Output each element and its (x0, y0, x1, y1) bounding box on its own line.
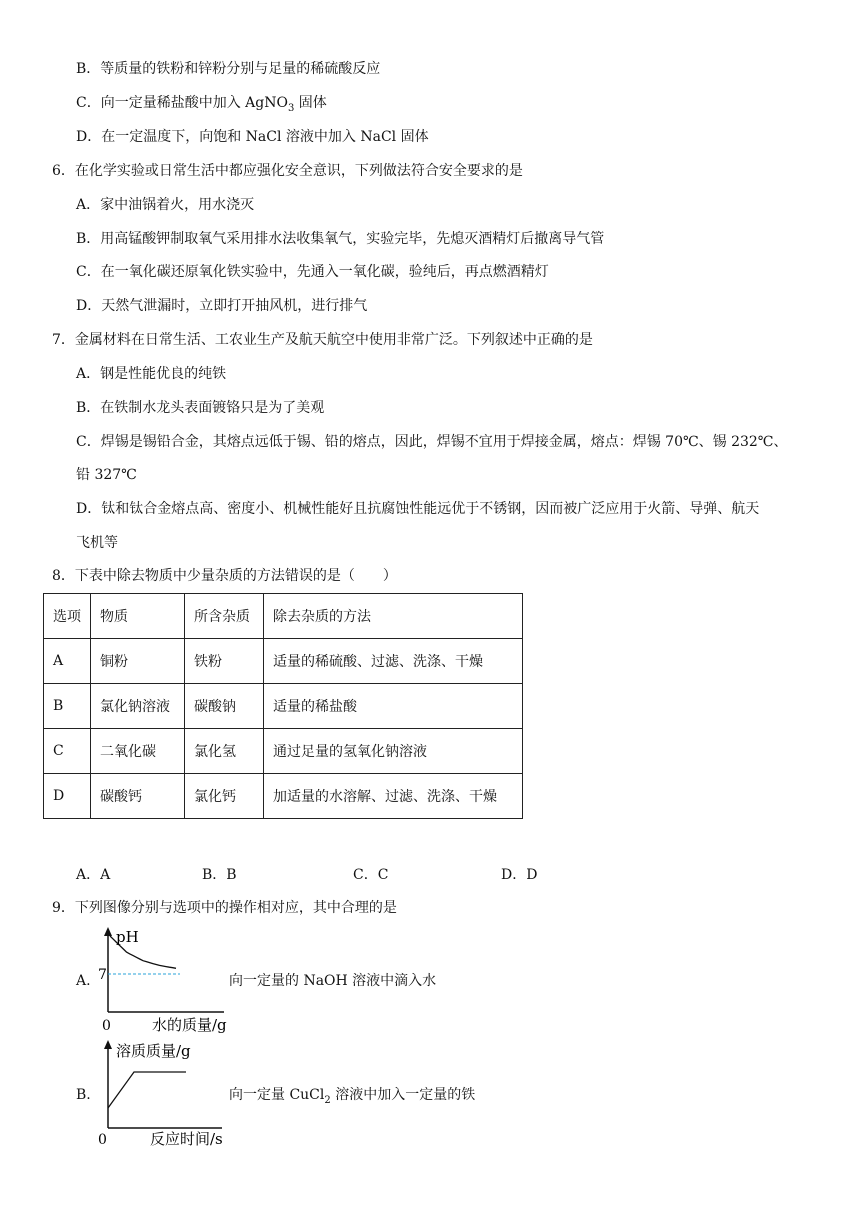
table-cell: 碳酸钙 (91, 774, 185, 819)
q7-stem: 7．金属材料在日常生活、工农业生产及航天航空中使用非常广泛。下列叙述中正确的是 (52, 332, 593, 348)
table-header-row (44, 594, 523, 639)
q8-choice-d: D．D (501, 867, 538, 883)
y-axis-arrow (104, 1040, 112, 1049)
table-cell: 通过足量的氢氧化钠溶液 (264, 729, 523, 774)
origin-label: 0 (98, 1132, 107, 1148)
table-row (44, 774, 523, 819)
q9-option-a-label: A. (76, 973, 91, 989)
table-cell: 二氧化碳 (91, 729, 185, 774)
table-header-cell: 所含杂质 (185, 594, 264, 639)
q9-option-b-text: 向一定量 CuCl$_2$ 溶液中加入一定量的铁 (229, 1087, 476, 1106)
q8-choices (76, 864, 676, 884)
table-row (44, 639, 523, 684)
table-cell: 适量的稀硫酸、过滤、洗涤、干燥 (264, 639, 523, 684)
table-cell: A (44, 639, 91, 684)
x-axis-label: 反应时间/s (150, 1130, 223, 1148)
q9-stem: 9．下列图像分别与选项中的操作相对应，其中合理的是 (52, 900, 397, 916)
q5-option-b: B．等质量的铁粉和锌粉分别与足量的稀硫酸反应 (76, 61, 381, 77)
q7-option-a: A．钢是性能优良的纯铁 (76, 366, 227, 382)
table-cell: 氯化钙 (185, 774, 264, 819)
table-cell: 铜粉 (91, 639, 185, 684)
table-cell: 氯化钠溶液 (91, 684, 185, 729)
y-axis-label: pH (116, 928, 139, 946)
q8-table (43, 593, 523, 819)
q9-option-b-label: B. (76, 1087, 91, 1103)
y-tick-label-7: 7 (98, 967, 107, 983)
q6-option-b: B．用高锰酸钾制取氧气采用排水法收集氧气，实验完毕，先熄灭酒精灯后撤离导气管 (76, 231, 605, 247)
q6-option-d: D．天然气泄漏时，立即打开抽风机，进行排气 (76, 298, 368, 314)
q5-option-d: D．在一定温度下，向饱和 NaCl 溶液中加入 NaCl 固体 (76, 129, 429, 145)
table-cell: C (44, 729, 91, 774)
q6-option-a: A．家中油锅着火，用水浇灭 (76, 197, 255, 213)
table-header-cell: 物质 (91, 594, 185, 639)
table-cell: 铁粉 (185, 639, 264, 684)
q6-stem: 6．在化学实验或日常生活中都应强化安全意识，下列做法符合安全要求的是 (52, 163, 523, 179)
table-cell: D (44, 774, 91, 819)
x-axis-label: 水的质量/g (152, 1016, 227, 1034)
table-row (44, 684, 523, 729)
y-axis-arrow (104, 927, 112, 936)
y-axis-label: 溶质质量/g (116, 1042, 191, 1060)
q8-choice-a: A．A (76, 867, 111, 883)
series-line (108, 1072, 186, 1108)
q7-option-c-line1: C．焊锡是锡铅合金，其熔点远低于锡、铅的熔点，因此，焊锡不宜用于焊接金属，熔点：焊锡 70℃、锡 232℃、 (76, 434, 788, 450)
q7-option-b: B．在铁制水龙头表面镀铬只是为了美观 (76, 400, 325, 416)
q6-option-c: C．在一氧化碳还原氧化铁实验中，先通入一氧化碳，验纯后，再点燃酒精灯 (76, 264, 549, 280)
table-cell: 氯化氢 (185, 729, 264, 774)
origin-label: 0 (102, 1018, 111, 1034)
q9-option-a-text: 向一定量的 NaOH 溶液中滴入水 (229, 973, 437, 989)
q7-option-d-line2: 飞机等 (76, 535, 118, 551)
q5-option-c: C．向一定量稀盐酸中加入 AgNO$_3$ 固体 (76, 95, 327, 114)
table-header-cell: 除去杂质的方法 (264, 594, 523, 639)
table-header-cell: 选项 (44, 594, 91, 639)
q7-option-d-line1: D．钛和钛合金熔点高、密度小、机械性能好且抗腐蚀性能远优于不锈钢，因而被广泛应用于火箭、导弹、航天 (76, 501, 760, 517)
table-cell: 加适量的水溶解、过滤、洗涤、干燥 (264, 774, 523, 819)
table-cell: 碳酸钠 (185, 684, 264, 729)
q7-option-c-line2: 铅 327℃ (76, 467, 137, 483)
table-cell: B (44, 684, 91, 729)
q8-stem: 8．下表中除去物质中少量杂质的方法错误的是（ ） (52, 568, 397, 584)
table-row (44, 729, 523, 774)
q8-choice-c: C．C (353, 867, 389, 883)
table-cell: 适量的稀盐酸 (264, 684, 523, 729)
q8-choice-b: B．B (202, 867, 237, 883)
